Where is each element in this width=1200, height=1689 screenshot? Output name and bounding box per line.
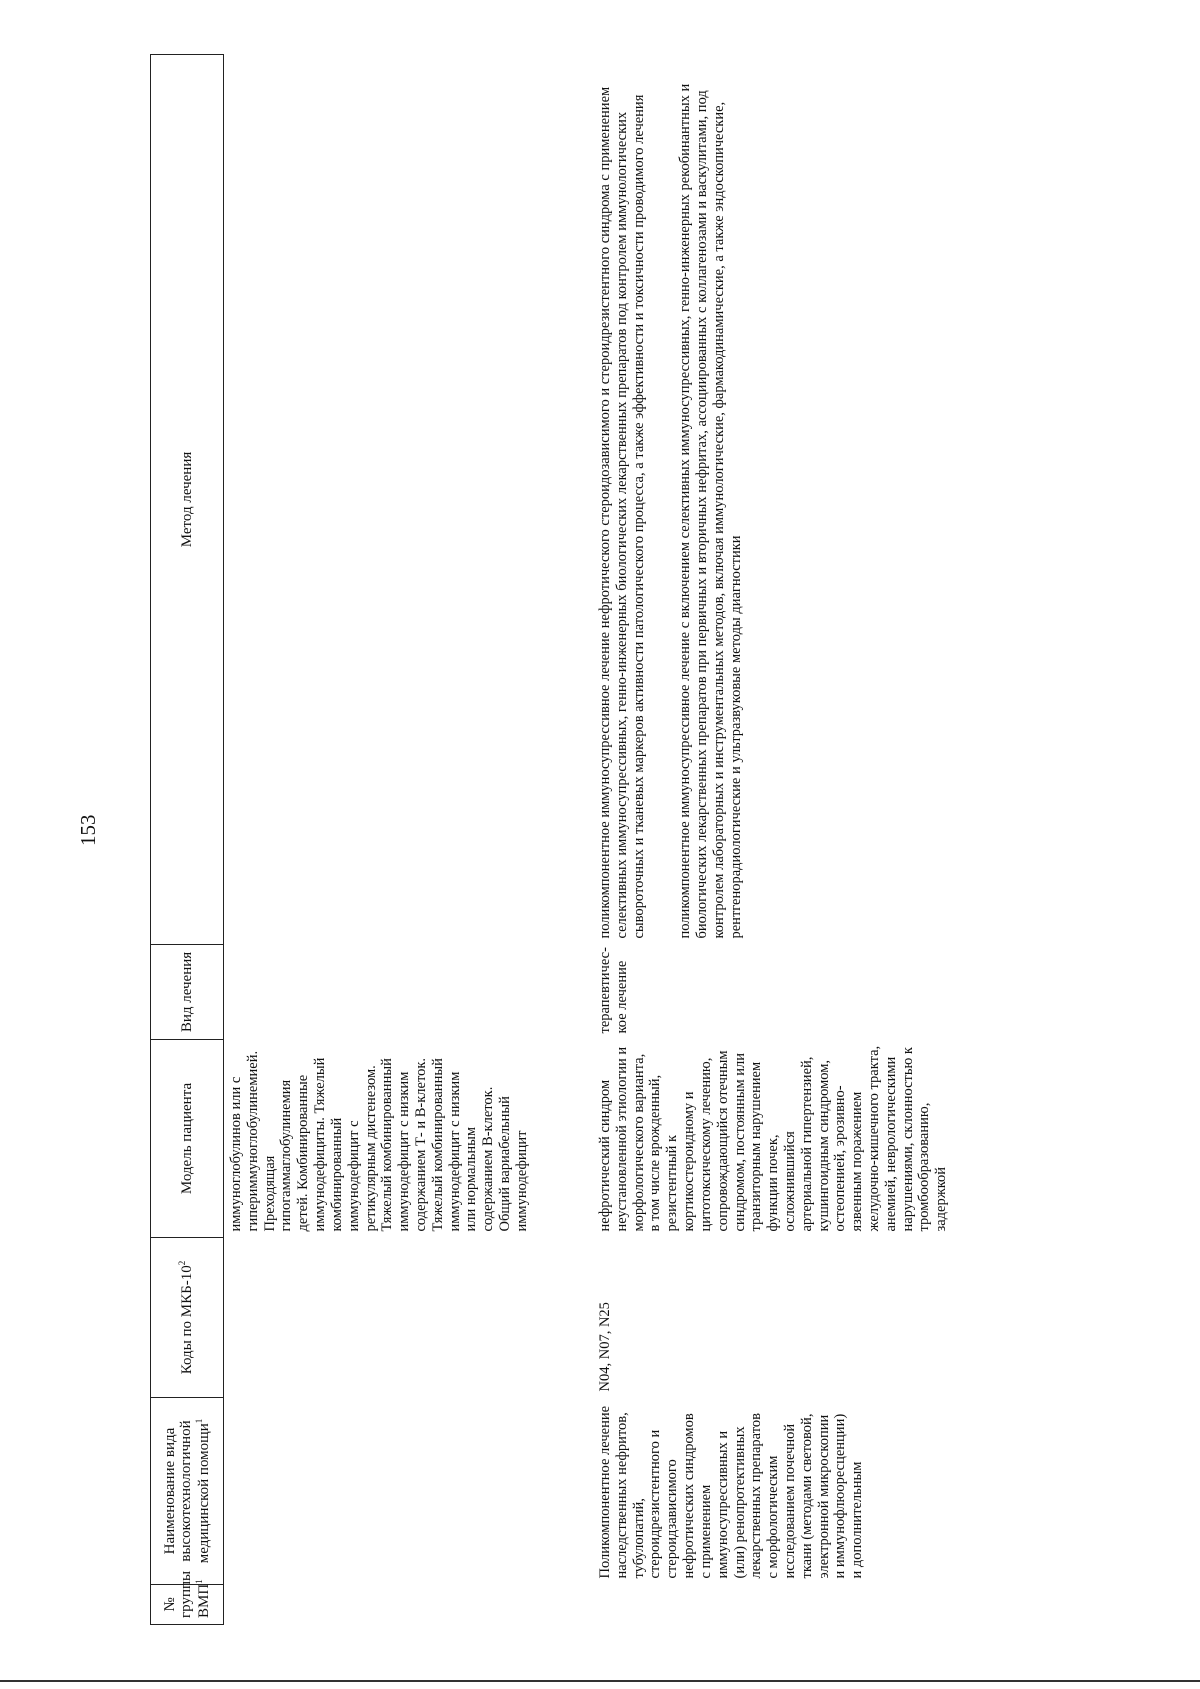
cell-codes: N04, N07, N25 (597, 1302, 613, 1392)
table-row (583, 55, 950, 1625)
medical-care-table (150, 54, 950, 1625)
cell-name: Поликомпонентное лечение наследственных нефритов, тубулопатий, стероидрезистентного и стероидзависимого нефротических синдромов с применением иммуносупрессивных и (или) ренопротективных лекарственных препаратов с морфологическим исследованием почечной ткани (методами световой, электронной микроскопии и иммунофлюоресценции) и дополнительным (597, 1405, 866, 1579)
header-kind: Вид лечения (151, 945, 224, 1040)
header-method: Метод лечения (151, 55, 224, 945)
cell-kind: терапевтичес-кое лечение (597, 947, 630, 1034)
cell-method (583, 55, 950, 945)
cell-name (224, 1398, 584, 1585)
bottom-rule (0, 1680, 1200, 1682)
table-row (224, 55, 584, 1625)
rotated-table-container (150, 55, 1050, 1625)
cell-kind (224, 945, 584, 1040)
method-paragraph: поликомпонентное иммуносупрессивное лечение с включением селективных иммуносупрессивных, генно-инженерных рекобинантных и биологических лекарственных препаратов при первичных и вторичных нефритах, ассоциированных с коллагенозами и васкулитами, под контролем лабораторных и инструментальных методов, включая иммунологические, фармакодинамические, а также эндоскопические, рентгенорадиологические и ультразвуковые методы диагностики (677, 83, 744, 939)
page-number: 153 (76, 814, 100, 846)
header-name: Наименование вида высокотехнологичной медицинской помощи$^1$ (151, 1398, 224, 1585)
cell-model: иммуноглобулинов или с гипериммуноглобулинемией. Преходящая гипогаммаглобулинемия детей. Комбинированные иммунодефициты. Тяжелый комбинированный иммунодефицит с ретикулярным дисгенезом. Тяжелый комбинированный иммунодефицит с низким содержанием Т- и В-клеток. Тяжелый комбинированный иммунодефицит с низким или нормальным содержанием В-клеток. Общий вариабельный иммунодефицит (228, 1050, 530, 1232)
header-model: Модель пациента (151, 1040, 224, 1238)
header-group-no: № группы ВМП$^1$ (151, 1585, 224, 1625)
cell-group-no (224, 1585, 584, 1625)
cell-model: нефротический синдром неустановленной этиологии и морфологического варианта, в том числе врожденный, резистентный к кортикостероидному и цитотоксическому лечению, сопровождающийся отечным синдромом, постоянным или транзиторным нарушением функции почек, осложнившийся артериальной гипертензией, кушингоидным синдромом, остеопенией, эрозивно-язвенным поражением желудочно-кишечного тракта, анемией, неврологическими нарушениями, склонностью к тромбообразованию, задержкой (597, 1045, 950, 1232)
cell-group-no (583, 1585, 950, 1625)
cell-method (224, 55, 584, 945)
method-paragraph: поликомпонентное иммуносупрессивное лечение нефротического стероидозависимого и стероидрезистентного синдрома с применением селективных иммуносупрессивных, генно-инженерных биологических лекарственных препаратов под контролем иммунологических сывороточных и тканевых маркеров активности патологического процесса, а также эффективности и токсичности проводимого лечения (597, 86, 647, 939)
cell-codes (224, 1238, 584, 1398)
table-header-row (151, 55, 224, 1625)
header-codes: Коды по МКБ-$10^2$ (151, 1238, 224, 1398)
